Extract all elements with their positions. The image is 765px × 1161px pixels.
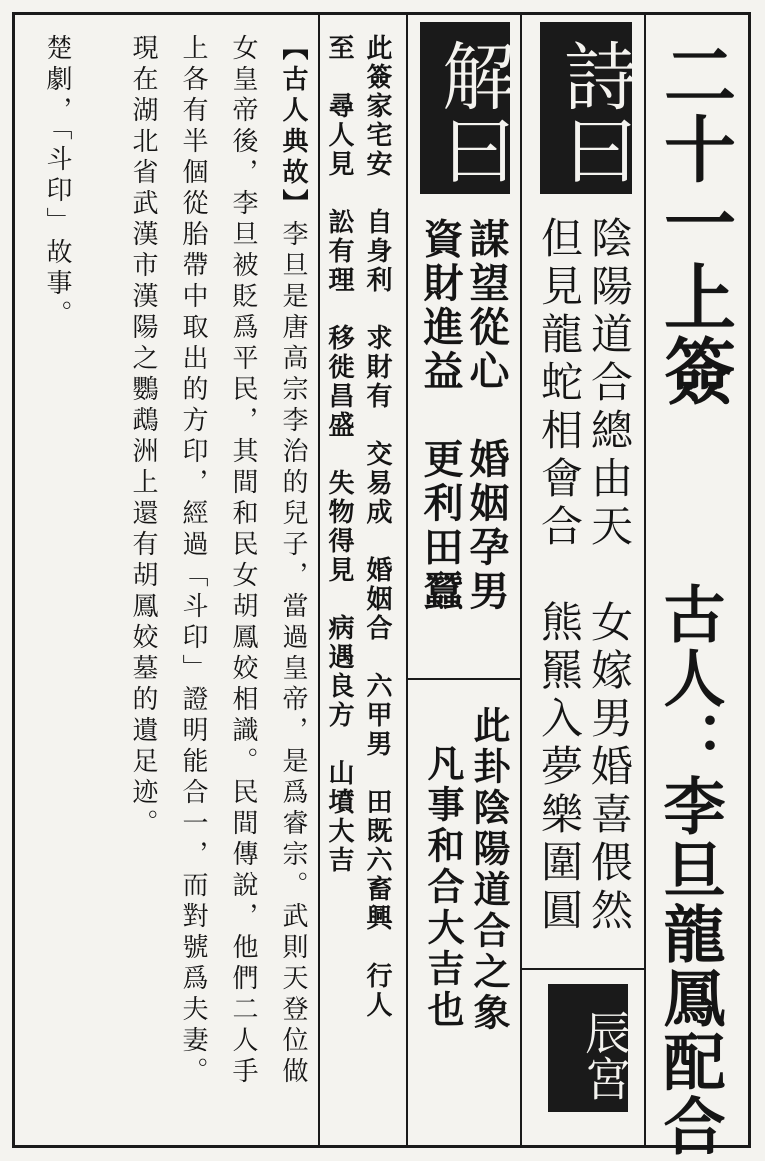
story-line-1: [280, 34, 306, 1088]
summary-line-2: 凡事和合大吉也: [421, 744, 465, 1031]
divider-explanation: [406, 14, 408, 1148]
summary-line-1: 此卦陰陽道合之象: [467, 706, 511, 1034]
explanation-line-2: 資財進益 更利田蠶: [417, 218, 464, 614]
poem-line-2: 但見龍蛇相會合 熊羆入夢樂圍圓: [535, 216, 584, 936]
divider-poem: [520, 14, 522, 1148]
ancient-title: 古人：李旦龍鳳配合: [653, 582, 726, 1158]
story-line-1-text: 李旦是唐高宗李治的兒子，當過皇帝，是爲睿宗。武則天登位做: [278, 220, 308, 1088]
story-line-4: 現在湖北省武漢市漢陽之鸚鵡洲上還有胡鳳姣墓的遺足迹。: [128, 34, 158, 840]
divider-title: [644, 14, 646, 1148]
poem-line-1: 陰陽道合總由天 女嫁男婚喜偎然: [585, 216, 634, 936]
story-line-5: 楚劇，「斗印」故事。: [42, 34, 72, 331]
fortune-title: 二十一上簽: [652, 38, 737, 408]
divider-palace: [520, 968, 644, 970]
explanation-line-1: 謀望從心 婚姻孕男: [463, 218, 510, 614]
palace-badge: 辰宮: [548, 984, 628, 1112]
story-line-2: 女皇帝後，李旦被貶爲平民，其間和民女胡鳳姣相識。民間傳說，他們二人手: [228, 34, 258, 1088]
poem-badge: 詩曰: [540, 22, 632, 194]
divider-details: [318, 14, 320, 1148]
details-line-2: 至 尋人見 訟有理 移徙昌盛 失物得見 病遇良方 山墳大吉: [324, 34, 354, 875]
story-line-3: 上各有半個從胎帶中取出的方印，經過「斗印」證明能合一，而對號爲夫妻。: [178, 34, 208, 1088]
details-line-1: 此簽家宅安 自身利 求財有 交易成 婚姻合 六甲男 田既六畜興 行人: [362, 34, 392, 1020]
divider-summary: [406, 678, 520, 680]
explanation-badge: 解曰: [420, 22, 510, 194]
story-tag: 【古人典故】: [278, 34, 308, 220]
